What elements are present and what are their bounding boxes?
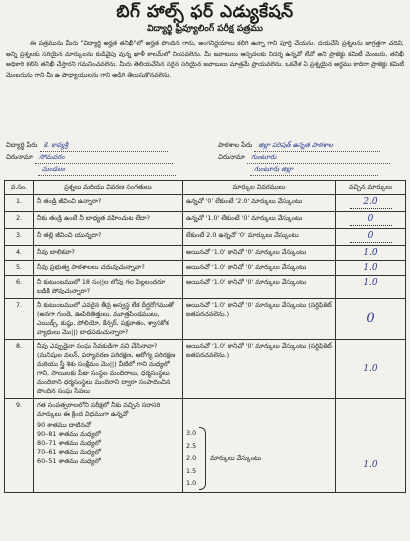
row-rule: అయినచో '1.0' కానిచో '0' మార్కులు వేస్కుంటు (సర్టిఫికెట్ జతపరచవలెను.) [183,299,336,340]
grade-ranges [37,421,179,466]
grade-range-item: 80–71 శాతము మధ్యలో [37,439,101,447]
header-question: ప్రశ్నలు మరియు వివరణ సంగతులు [34,181,183,195]
row-mark: 0 [350,215,392,226]
row-question: నీ కుటుంబములో 18 సం||ల లోపు గల పిల్లలందరూ బడికి పోవుచున్నారా? [34,276,183,299]
row-serial: 5. [5,261,34,276]
row-serial: 2. [5,212,34,229]
row-mark-cell[interactable] [336,299,406,340]
row-serial: 7. [5,299,34,340]
school-address-row [218,153,390,164]
row-rule [183,399,336,493]
assessment-table [4,180,406,493]
student-name-field[interactable]: కె. కావ్యశ్రీ [40,141,168,152]
mark-scale [186,427,332,490]
mark-scale-values [186,427,199,490]
row-mark-cell[interactable] [336,261,406,276]
table-row [5,229,406,246]
row-rule: అయినచో '1.0' కానిచో '0' మార్కులు వేస్కుంటు [183,246,336,261]
table-row [5,276,406,299]
row-mark-cell[interactable] [336,229,406,246]
row-mark: 1.0 [363,263,378,273]
row-rule: ఉన్నచో '1.0' లేకుంటే '0' మార్కులు వేస్కుంటు [183,212,336,229]
row-mark-cell[interactable] [336,340,406,399]
row-serial: 3. [5,229,34,246]
scale-value: 2.5 [186,441,197,450]
row-mark-cell[interactable] [336,195,406,212]
header-rule: మార్కుల వివరములు [183,181,336,195]
row-serial: 4. [5,246,34,261]
mandal-field[interactable]: మండలం [38,165,176,176]
form-subtitle: విద్యార్థి ఫ్రీవ్యూలింగ్ పరీక్ష పత్రము [147,24,263,34]
scale-value: 1.5 [186,466,197,475]
form-title: బిగ్ హాల్స్ ఫర్ ఎడ్యుకేషన్ [116,2,294,22]
grade-range-item: 90–81 శాతము మధ్యలో [37,430,101,438]
scale-rule-text: మార్కులు వేస్కుంటు [210,453,262,462]
row-mark: 1.0 [363,459,378,470]
table-header-row [5,181,406,195]
row-rule: అయినచో '1.0' కానిచో '0' మార్కులు వేస్కుంటు [183,276,336,299]
table-row [5,261,406,276]
scale-value: 1.0 [186,479,197,487]
row-serial: 8. [5,340,34,399]
district-field[interactable]: గుంటూరు జిల్లా [250,165,378,176]
row-question: నీవు ప్రభుత్వ పాఠశాలలు చదువుచున్నావా? [34,261,183,276]
school-address-label: చిరునామా [218,153,245,161]
scale-value: 3.0 [186,429,197,437]
grade-range-item: 60–51 శాతము మధ్యలో [37,457,101,465]
row-mark: 0 [366,311,375,326]
row-mark: 1.0 [363,278,378,288]
address-row [6,153,173,164]
row-rule: అయినచో '1.0' కానిచో '0' మార్కులు వేస్కుంటు [183,261,336,276]
row-mark-cell[interactable] [336,399,406,493]
row-rule: అయినచో '1.0' కానిచో '0' మార్కులు వేస్కుంటు (సర్టిఫికెట్ జతపరచవలెను.) [183,340,336,399]
student-name-row [6,141,168,152]
grade-range-item: 70–61 శాతము మధ్యలో [37,448,101,456]
row-question: నీ తండ్రి జీవించి ఉన్నారా? [34,195,183,212]
row-serial: 9. [5,399,34,493]
row-mark: 2.0 [350,198,392,209]
row-rule: ఉన్నచో '0' లేకుంటే '2.0' మార్కులు వేస్కుంటు [183,195,336,212]
row-question-text: గత సంవత్సరాలలోని పరీక్షలో నీకు వచ్చిన సరాసరి మార్కులు ఈ క్రింద విధముగా ఉన్నవో [37,401,161,418]
address-field[interactable]: సోమవరం [35,153,173,164]
school-address-field[interactable]: గుంటూరు [247,153,390,164]
district-row [250,165,378,176]
header-marks: వచ్చిన మార్కులు [336,181,406,195]
table-row [5,246,406,261]
table-row [5,399,406,493]
table-row [5,299,406,340]
row-serial: 6. [5,276,34,299]
table-row [5,212,406,229]
row-mark: 1.0 [363,364,378,374]
brace-icon [199,427,206,490]
row-rule: లేకుంటే 2.0 ఉన్నచో '0' మార్కులు వేస్కుంటు [183,229,336,246]
student-name-label: విద్యార్థి పేరు [6,141,38,149]
row-mark: 1.0 [363,248,378,258]
row-mark-cell[interactable] [336,212,406,229]
row-mark: 0 [350,232,392,243]
header-serial: వ.సం. [5,181,34,195]
grade-range-item: 90 శాతము దాటినచో [37,421,91,429]
row-question: నీకు తండ్రి ఉంటే నీ బాధ్యత వహించుట లేదా? [34,212,183,229]
row-question: నీవు ఎప్పుడైనా సంఘ సేవకుడిగా పని చేసినావా? (మనిషుల వలన్, పర్యావరణ పరిరక్షణ, ఆరోగ్య పరిరక్షణ మరియు స్త్రీ శిశు సంక్షేమం మొ||) వీటిలో గాని మధ్యలో గాని, సాయిలకు పీజు సంస్థల మందిరాలు, ధర్మసంస్థలు మందిరాని ధర్మసంస్థలు మందిరాని ద్వారా సంపాదించిన పొందిన సంఘ సేవలు [34,340,183,399]
row-question: నీ కుటుంబములో ఎవరైన తీవ్ర అస్వస్థ లేక దీర్ఘరోగముతో (అనగా గుండె, ఊపిరితిత్తులు, మూత్రపిండములు, ఎయిడ్స్, కుష్ఠు, పోలియో, కేన్సర్, పక్షవాతం, శ్వాసకోశ వ్యాధులు మొ||) బాధపడుచున్నారా? [34,299,183,340]
row-question [34,399,183,493]
row-question: నీవు బాలికవా? [34,246,183,261]
school-name-field[interactable]: జిల్లా పరిషత్ ఉన్నత పాఠశాల [254,141,380,152]
row-question: నీ తల్లి జీవించి యున్నదా? [34,229,183,246]
row-mark-cell[interactable] [336,276,406,299]
instructions-paragraph: ఈ పత్రమును మీరు "విద్యార్థి అర్హత తనిఖీ"లో అర్హత పొందిన గారు, అంగనిర్ణయాలు కలిగి ఉన్నా గాని పూర్తి చేయను. దయచేసి ప్రశ్నలను జాగ్రత్తగా చదివి, అన్ని ప్రశ్నలకు సరియైన మార్కులను కుడివైపు వున్న ఖాళీ కాలమ్‌లో నింపవలెను. మీ జవాబులు ఆస్పదలకు నిదర్శ ఉన్నవో లేవో అని ప్రాజెక్టు కమిటీ మెంబరు, తనిఖీ అధికారి కలిసి తనిఖీ చేస్తారని గమనించవలెను. మీరు తెలియచేసిన సరైన సరియైన జవాబులు మాత్రమే ప్రాయవలెను. ఒకవేళ ఏ ప్రశ్నయైన అర్థము కాదిరా ప్రాజెక్టు కమిటీ మెంబరును గాని మీ ఉ పాధ్యాయులను గాని అడిగి తెలుసుకొనవలెను. [6,40,404,79]
scale-value: 2.0 [186,454,197,462]
school-name-row [218,141,380,152]
mandal-row [38,165,176,176]
row-mark-cell[interactable] [336,246,406,261]
address-label: చిరునామా [6,153,33,161]
row-serial: 1. [5,195,34,212]
school-name-label: పాఠశాల పేరు [218,141,253,149]
table-row [5,195,406,212]
table-row [5,340,406,399]
